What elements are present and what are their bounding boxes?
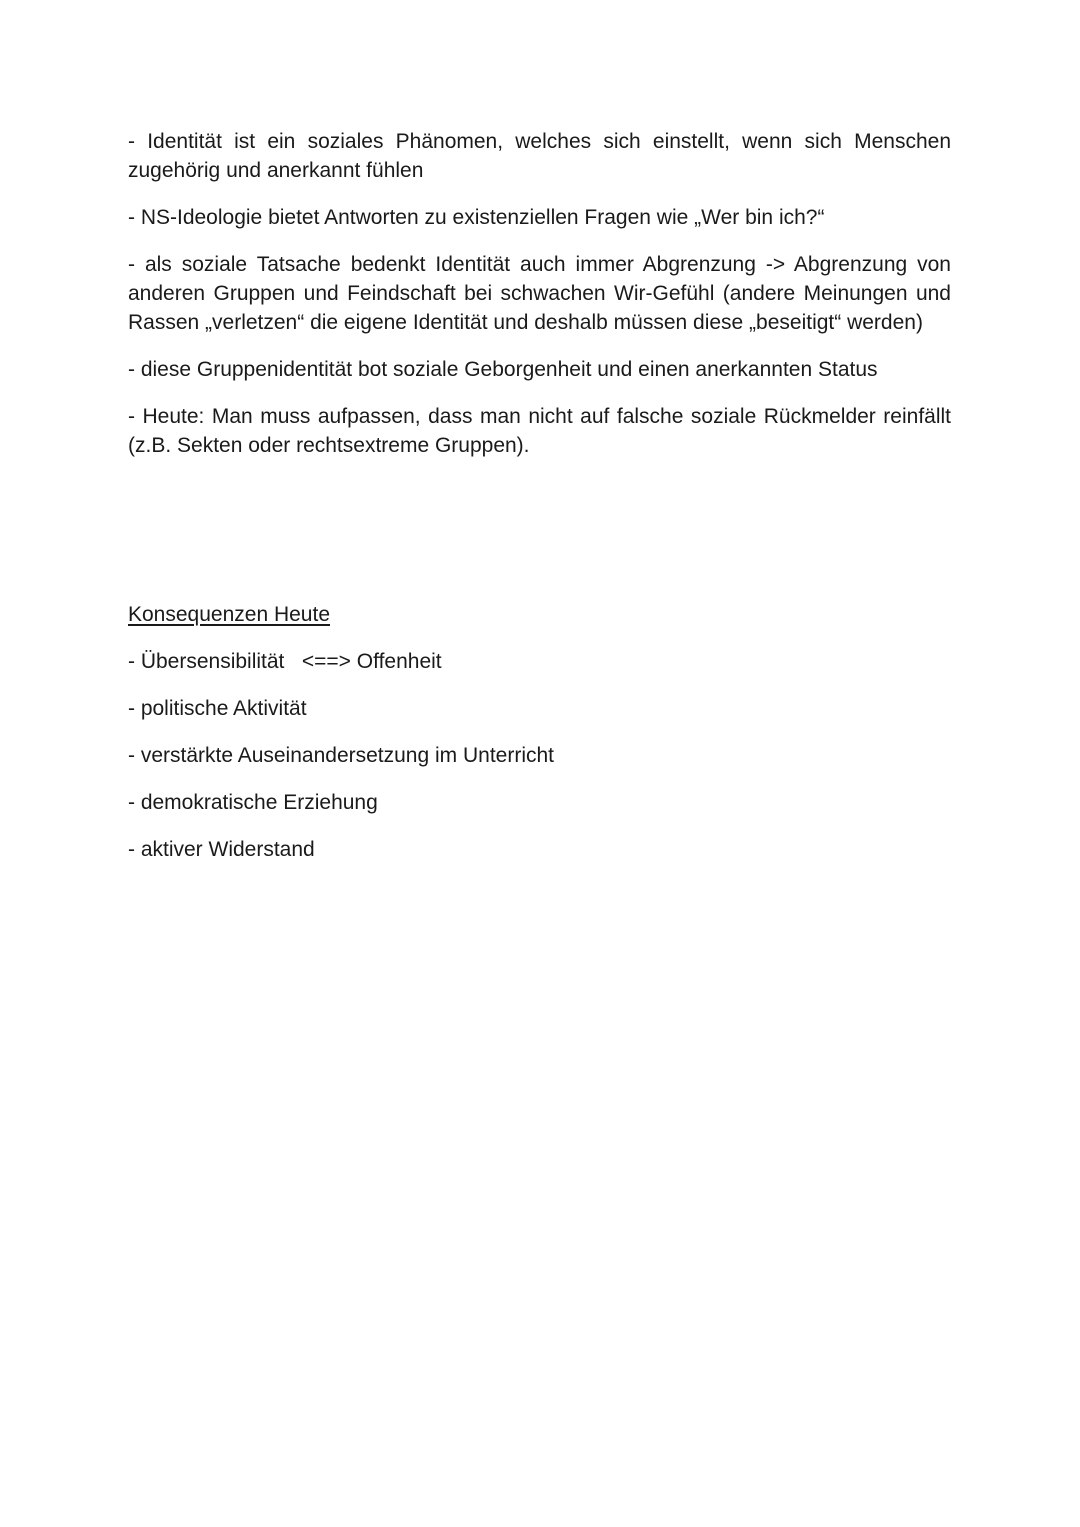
paragraph-identity-social: - Identität ist ein soziales Phänomen, welches sich einstellt, wenn sich Menschen zugehörig und anerkannt fühlen [128, 130, 951, 182]
consequence-item: - verstärkte Auseinandersetzung im Unterricht [128, 744, 555, 767]
paragraph-ns-ideology: - NS-Ideologie bietet Antworten zu existenziellen Fragen wie „Wer bin ich?“ [128, 206, 825, 229]
consequence-item: - Übersensibilität <==> Offenheit [128, 650, 442, 673]
paragraph-demarcation: - als soziale Tatsache bedenkt Identität auch immer Abgrenzung -> Abgrenzung von anderen Gruppen und Feindschaft bei schwachen Wir-Gefühl (andere Meinungen und Rassen „verletzen“ die eigene Identität und deshalb müssen diese „beseitigt“ werden) [128, 253, 951, 334]
consequence-item: - aktiver Widerstand [128, 838, 315, 861]
consequences-section [128, 600, 951, 882]
paragraph-group-identity: - diese Gruppenidentität bot soziale Geborgenheit und einen anerkannten Status [128, 358, 878, 381]
consequences-heading: Konsequenzen Heute [128, 603, 330, 626]
consequence-item: - politische Aktivität [128, 697, 307, 720]
consequence-item: - demokratische Erziehung [128, 791, 378, 814]
notes-body [128, 127, 951, 478]
paragraph-today: - Heute: Man muss aufpassen, dass man nicht auf falsche soziale Rückmelder reinfällt (z.B. Sekten oder rechtsextreme Gruppen). [128, 405, 951, 457]
